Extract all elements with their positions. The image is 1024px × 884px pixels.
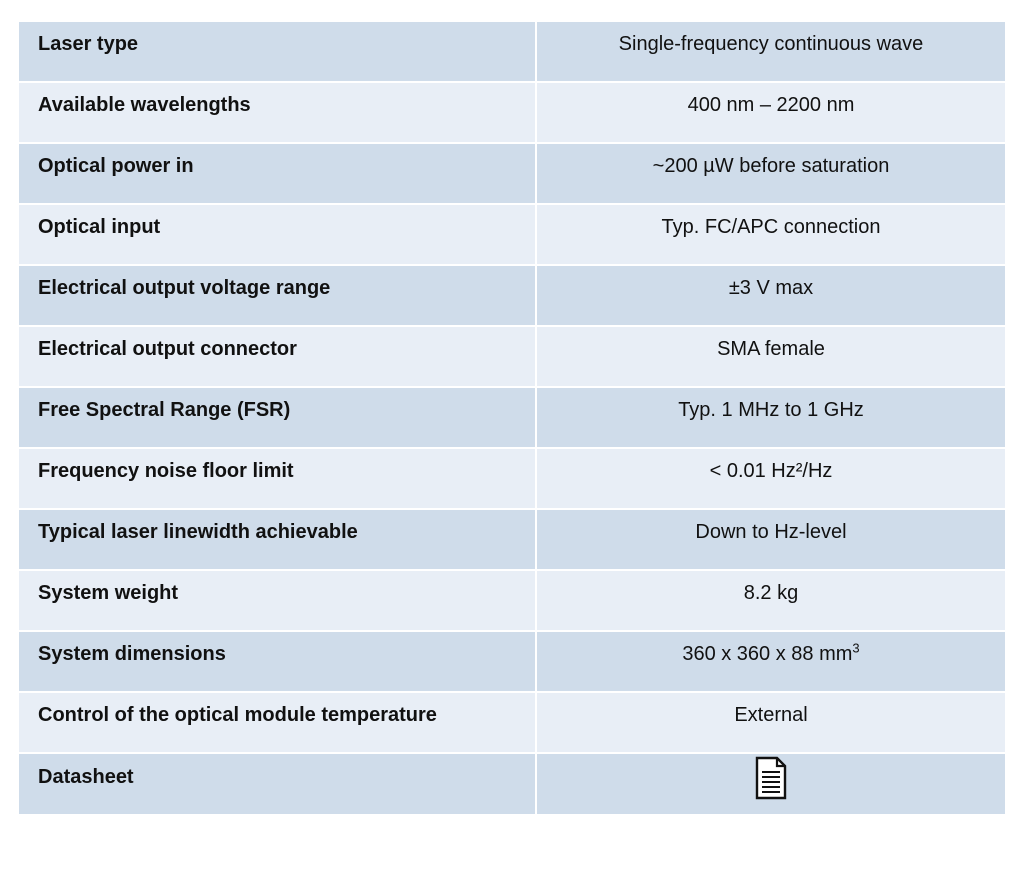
row-label: System dimensions	[18, 631, 536, 692]
table-row	[18, 82, 1006, 143]
row-value: External	[536, 692, 1006, 753]
row-value: < 0.01 Hz²/Hz	[536, 448, 1006, 509]
row-label: Control of the optical module temperature	[18, 692, 536, 753]
table-row	[18, 509, 1006, 570]
row-value: ±3 V max	[536, 265, 1006, 326]
row-value: ~200 µW before saturation	[536, 143, 1006, 204]
row-label: Datasheet	[18, 753, 536, 815]
table-row	[18, 21, 1006, 82]
row-label: Optical input	[18, 204, 536, 265]
table-row	[18, 387, 1006, 448]
table-row	[18, 692, 1006, 753]
row-label: Available wavelengths	[18, 82, 536, 143]
row-label: Optical power in	[18, 143, 536, 204]
row-label: Electrical output connector	[18, 326, 536, 387]
spec-table	[17, 20, 1007, 816]
row-value-text: 360 x 360 x 88 mm	[682, 643, 853, 665]
table-row	[18, 143, 1006, 204]
table-row	[18, 265, 1006, 326]
row-label: Laser type	[18, 21, 536, 82]
row-value-superscript: 3	[852, 640, 860, 656]
document-icon[interactable]	[754, 756, 788, 800]
row-label: Frequency noise floor limit	[18, 448, 536, 509]
row-label: System weight	[18, 570, 536, 631]
row-value	[536, 631, 1006, 692]
table-row	[18, 204, 1006, 265]
row-value: Typ. 1 MHz to 1 GHz	[536, 387, 1006, 448]
row-value	[536, 753, 1006, 815]
table-row	[18, 631, 1006, 692]
row-label: Typical laser linewidth achievable	[18, 509, 536, 570]
row-value: Single-frequency continuous wave	[536, 21, 1006, 82]
row-value: SMA female	[536, 326, 1006, 387]
row-value: 8.2 kg	[536, 570, 1006, 631]
row-label: Electrical output voltage range	[18, 265, 536, 326]
document-icon-svg	[754, 756, 788, 800]
row-value: Down to Hz-level	[536, 509, 1006, 570]
table-row	[18, 570, 1006, 631]
row-value: Typ. FC/APC connection	[536, 204, 1006, 265]
row-label: Free Spectral Range (FSR)	[18, 387, 536, 448]
row-value: 400 nm – 2200 nm	[536, 82, 1006, 143]
table-row	[18, 326, 1006, 387]
table-row	[18, 753, 1006, 815]
table-row	[18, 448, 1006, 509]
